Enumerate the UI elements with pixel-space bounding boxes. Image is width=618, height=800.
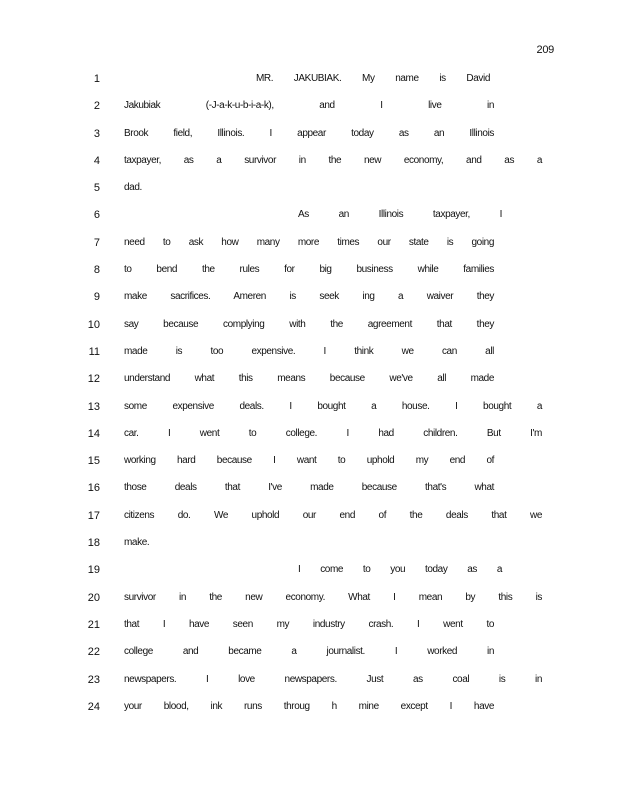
- line-text: college and became a journalist. I worked in: [124, 646, 494, 658]
- line-number: 18: [87, 537, 100, 550]
- transcript-line: [0, 425, 618, 452]
- transcript-line: [0, 398, 618, 425]
- transcript-line: [0, 671, 618, 698]
- line-number: 16: [87, 482, 100, 495]
- line-text: citizens do. We uphold our end of the deals that we: [124, 509, 542, 521]
- transcript-line: [0, 534, 618, 561]
- transcript-line: [0, 206, 618, 233]
- line-text: those deals that I've made because that's what: [124, 482, 494, 494]
- line-text: make.: [124, 537, 150, 549]
- transcript-line: [0, 316, 618, 343]
- line-text: made is too expensive. I think we can all: [124, 345, 494, 357]
- line-text: say because complying with the agreement that they: [124, 318, 494, 330]
- transcript-line: [0, 288, 618, 315]
- transcript-line: [0, 616, 618, 643]
- line-number: 5: [93, 182, 100, 195]
- transcript-line: [0, 179, 618, 206]
- transcript-line: [0, 643, 618, 670]
- line-text: need to ask how many more times our state is going: [124, 236, 494, 248]
- line-number: 3: [93, 127, 100, 140]
- line-number: 19: [87, 564, 100, 577]
- line-text: understand what this means because we've all made: [124, 373, 494, 385]
- line-text: that I have seen my industry crash. I went to: [124, 618, 494, 630]
- line-number: 24: [87, 700, 100, 713]
- transcript-line: [0, 125, 618, 152]
- line-number: 2: [93, 100, 100, 113]
- transcript-line: [0, 261, 618, 288]
- line-text: your blood, ink runs throug h mine except I have: [124, 700, 494, 712]
- line-number: 8: [93, 264, 100, 277]
- line-number: 12: [87, 373, 100, 386]
- line-number: 7: [93, 236, 100, 249]
- line-text: I come to you today as a: [298, 564, 502, 576]
- transcript-line: [0, 70, 618, 97]
- line-text: newspapers. I love newspapers. Just as coal is in: [124, 673, 542, 685]
- line-number: 11: [88, 345, 100, 358]
- transcript-line: [0, 561, 618, 588]
- line-number: 17: [87, 509, 100, 522]
- line-number: 13: [87, 400, 100, 413]
- line-number: 22: [87, 646, 100, 659]
- line-text: survivor in the new economy. What I mean by this is: [124, 591, 542, 603]
- transcript-lines: [0, 70, 618, 725]
- line-number: 4: [93, 154, 100, 167]
- line-text: Jakubiak (-J-a-k-u-b-i-a-k), and I live in: [124, 100, 494, 112]
- transcript-line: [0, 698, 618, 725]
- line-number: 23: [87, 673, 100, 686]
- transcript-line: [0, 479, 618, 506]
- line-text: car. I went to college. I had children. But I'm: [124, 427, 542, 439]
- line-text: make sacrifices. Ameren is seek ing a waiver they: [124, 291, 494, 303]
- line-number: 14: [87, 427, 100, 440]
- transcript-line: [0, 507, 618, 534]
- line-number: 1: [93, 73, 100, 85]
- transcript-line: [0, 152, 618, 179]
- page-number: 209: [536, 44, 554, 56]
- line-text: As an Illinois taxpayer, I: [298, 209, 502, 221]
- transcript-line: [0, 370, 618, 397]
- line-text: Brook field, Illinois. I appear today as an Illinois: [124, 127, 494, 139]
- line-number: 9: [93, 291, 100, 304]
- transcript-line: [0, 452, 618, 479]
- line-text: MR. JAKUBIAK. My name is David: [256, 73, 490, 84]
- line-text: some expensive deals. I bought a house. I bought a: [124, 400, 542, 412]
- line-number: 21: [87, 618, 100, 631]
- line-text: working hard because I want to uphold my end of: [124, 455, 494, 467]
- line-text: dad.: [124, 182, 142, 194]
- line-number: 20: [87, 591, 100, 604]
- line-number: 15: [87, 455, 100, 468]
- line-text: taxpayer, as a survivor in the new economy, and as a: [124, 154, 542, 166]
- transcript-line: [0, 234, 618, 261]
- transcript-line: [0, 97, 618, 124]
- line-number: 10: [87, 318, 100, 331]
- transcript-line: [0, 343, 618, 370]
- line-text: to bend the rules for big business while families: [124, 264, 494, 276]
- line-number: 6: [93, 209, 100, 222]
- transcript-line: [0, 589, 618, 616]
